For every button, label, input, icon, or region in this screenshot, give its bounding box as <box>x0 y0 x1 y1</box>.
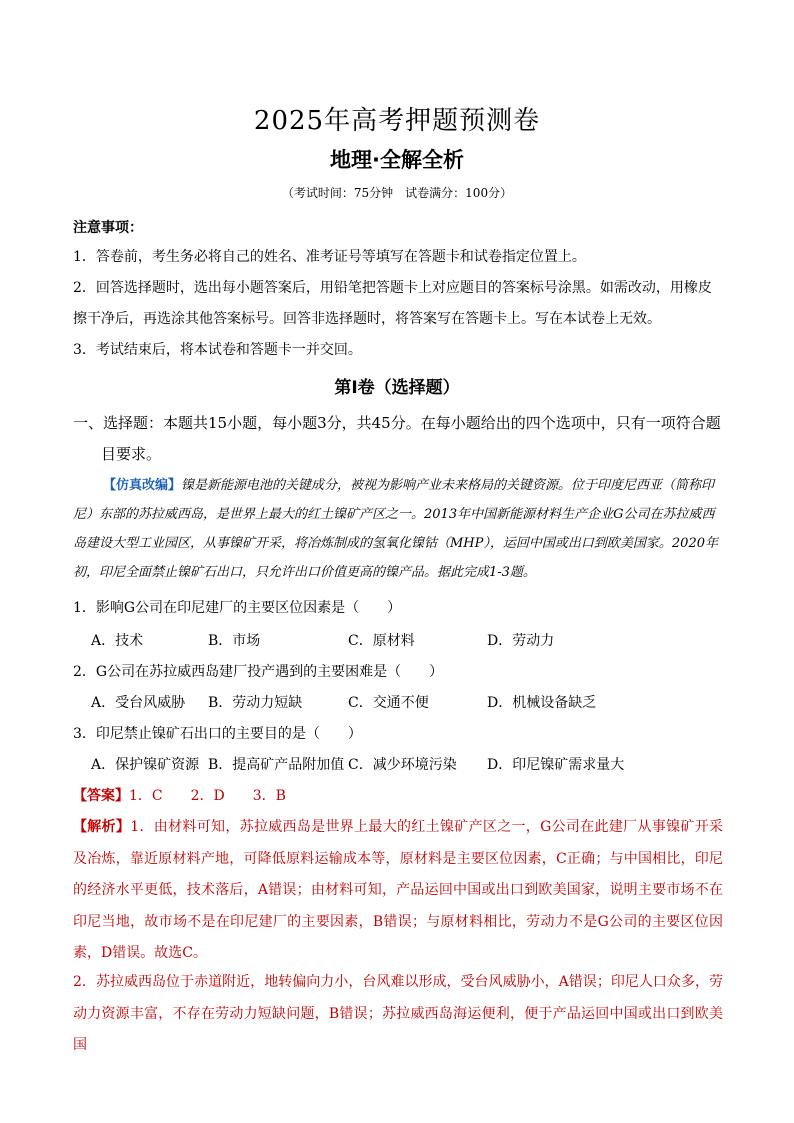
exam-info: （考试时间：75分钟 试卷满分：100分） <box>281 186 513 200</box>
analysis-paragraph-2: 2．苏拉威西岛位于赤道附近，地转偏向力小，台风难以形成，受台风威胁小，A错误；印尼人口众多，劳动力资源丰富，不存在劳动力短缺问题，B错误；苏拉威西岛海运便利，便于产品运回中国或出口到欧美国 <box>73 974 723 1053</box>
page-title: 2025年高考押题预测卷 <box>253 106 541 136</box>
note-item-1: 1．答卷前，考生务必将自己的姓名、准考证号等填写在答题卡和试卷指定位置上。 <box>73 249 586 265</box>
passage <box>73 471 723 587</box>
answer-line <box>73 787 286 805</box>
note-item-3: 3．考试结束后，将本试卷和答题卡一并交回。 <box>73 342 362 358</box>
analysis-text-1: 1．由材料可知，苏拉威西岛是世界上最大的红土镍矿产区之一，G公司在此建厂从事镍矿开采及冶炼，靠近原材料产地，可降低原料运输成本等，原材料是主要区位因素，C正确；与中国相比，印尼的经济水平更低，技术落后，A错误；由材料可知，产品运回中国或出口到欧美国家，说明主要市场不在印尼当地，故市场不是在印尼建厂的主要因素，B错误；与原材料相比，劳动力不是G公司的主要区位因素，D错误。故选C。 <box>73 819 724 961</box>
answer-text: 1．C 2．D 3．B <box>129 788 286 804</box>
q3-option-d: D．印尼镍矿需求量大 <box>487 757 625 773</box>
q2-option-b: B．劳动力短缺 <box>208 695 303 711</box>
answer-tag: 【答案】 <box>73 788 129 804</box>
q3-option-c: C．减少环境污染 <box>348 757 457 773</box>
question-1: 1．影响G公司在印尼建厂的主要区位因素是（ ） <box>73 600 402 616</box>
analysis-tag: 【解析】 <box>73 819 131 835</box>
q2-option-a: A．受台风威胁 <box>91 695 186 711</box>
question-2: 2．G公司在苏拉威西岛建厂投产遇到的主要困难是（ ） <box>73 664 444 680</box>
q1-option-c: C．原材料 <box>348 633 415 649</box>
page-subtitle: 地理·全解全析 <box>330 148 464 172</box>
analysis-paragraph-1 <box>73 812 723 970</box>
note-item-2: 2．回答选择题时，选出每小题答案后，用铅笔把答题卡上对应题目的答案标号涂黑。如需改动，用橡皮 <box>73 280 712 296</box>
notes-heading: 注意事项： <box>73 220 143 236</box>
q1-option-d: D．劳动力 <box>487 633 555 649</box>
q2-option-d: D．机械设备缺乏 <box>487 695 597 711</box>
passage-tag: 【仿真改编】 <box>103 478 182 493</box>
note-item-2-cont: 擦干净后，再选涂其他答案标号。回答非选择题时，将答案写在答题卡上。写在本试卷上无效。 <box>73 311 661 327</box>
question-3: 3．印尼禁止镍矿石出口的主要目的是（ ） <box>73 726 362 742</box>
q3-option-a: A．保护镍矿资源 <box>91 757 200 773</box>
passage-text: 镍是新能源电池的关键成分，被视为影响产业未来格局的关键资源。位于印度尼西亚（简称印尼）东部的苏拉威西岛，是世界上最大的红土镍矿产区之一。2013年中国新能源材料生产企业G公司在苏拉威西岛建设大型工业园区，从事镍矿开采，将冶炼制成的氢氧化镍钴（MHP），运回中国或出口到欧美国家。2020年初，印尼全面禁止镍矿石出口，只允许出口价值更高的镍产品。据此完成1-3题。 <box>73 478 718 580</box>
section-instruction: 一、选择题：本题共15小题，每小题3分，共45分。在每小题给出的四个选项中，只有一项符合题 <box>73 414 721 432</box>
q1-option-b: B．市场 <box>208 633 261 649</box>
q2-option-c: C．交通不便 <box>348 695 429 711</box>
section-instruction-cont: 目要求。 <box>101 445 162 463</box>
q1-option-a: A．技术 <box>91 633 144 649</box>
section-title: 第Ⅰ卷（选择题） <box>334 378 460 398</box>
q3-option-b: B．提高矿产品附加值 <box>208 757 345 773</box>
